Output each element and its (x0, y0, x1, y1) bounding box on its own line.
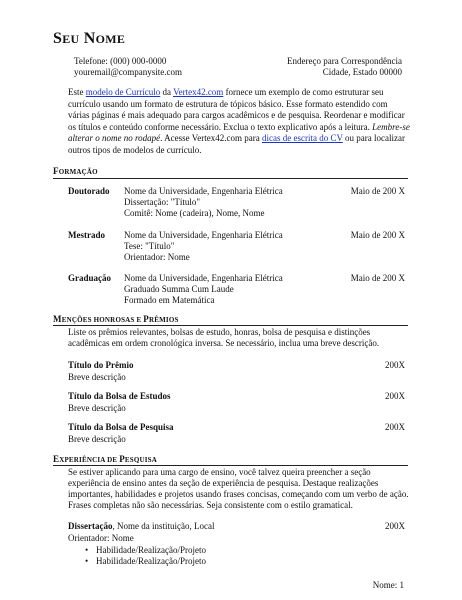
section-title-formacao: FORMAÇÃO (53, 166, 98, 176)
award-title: Título da Bolsa de Pesquisa (68, 422, 174, 432)
degree-details: Nome da Universidade, Engenharia Elétrica Dissertação: "Título" Comitê: Nome (cadeira), Nome, Nome (124, 186, 283, 218)
degree-details: Nome da Universidade, Engenharia Elétrica Tese: "Título" Orientador: Nome (124, 230, 283, 262)
research-bullets (68, 545, 368, 567)
contact-right (287, 56, 402, 78)
award-date: 200X (385, 360, 405, 370)
section-description: Liste os prêmios relevantes, bolsas de estudo, honras, bolsa de pesquisa e distinções acadêmicas em ordem cronológica inversa. Se necessário, inclua uma breve descrição. (68, 327, 380, 348)
degree-details: Nome da Universidade, Engenharia Elétrica Graduado Summa Cum Laude Formado em Matemática (124, 273, 283, 305)
award-date: 200X (385, 391, 405, 401)
section-divider (53, 465, 408, 466)
award-description: Breve descrição (68, 403, 126, 413)
award-title: Título do Prêmio (68, 360, 134, 370)
degree-label: Mestrado (68, 230, 105, 240)
resume-name: SEU NOME (53, 30, 126, 47)
degree-date: Maio de 200 X (350, 186, 405, 196)
list-item: • Habilidade/Realização/Projeto (68, 556, 368, 567)
section-title-mencoes: MENÇÕES HONROSAS E PRÊMIOS (53, 314, 179, 324)
degree-label: Doutorado (68, 186, 110, 196)
list-item: • Habilidade/Realização/Projeto (68, 545, 368, 556)
contact-left (74, 56, 182, 78)
resume-template-link[interactable]: modelo de Currículo (85, 87, 161, 97)
award-title: Título da Bolsa de Estudos (68, 391, 171, 401)
address-line1: Endereço para Correspondência (287, 56, 402, 66)
section-title-pesquisa: EXPERIÊNCIA DE PESQUISA (53, 454, 158, 464)
degree-date: Maio de 200 X (350, 230, 405, 240)
address-line2: Cidade, Estado 00000 (322, 67, 402, 77)
page-footer: Nome: 1 (372, 580, 404, 590)
section-divider (53, 325, 408, 326)
email: youremail@companysite.com (74, 67, 183, 77)
cv-tips-link[interactable]: dicas de escrita do CV (261, 133, 343, 143)
section-divider (53, 178, 408, 179)
research-advisor: Orientador: Nome (68, 533, 134, 543)
research-item-date: 200X (385, 521, 405, 531)
intro-paragraph: Este modelo de Currículo da Vertex42.com fornece um exemplo de como estruturar seu currículo usando um formato de estrutura de tópicos básico. Esse formato estendido com várias páginas é mais adequado para cargos acadêmicos e de pesquisa. Reordenar e modificar os títulos e conteúdo conforme necessário. Exclua o texto explicativo após a leitura. Lembre-se alterar o nome no rodapé. Acesse Vertex42.com para dicas de escrita do CV ou para localizar outros tipos de modelos de currículo. (68, 87, 410, 155)
award-date: 200X (385, 422, 405, 432)
section-description: Se estiver aplicando para uma cargo de ensino, você talvez queira preencher a seção experiência de ensino antes da seção de experiência de pesquisa. Destaque realizações importantes, habilidades e projetos usando frases concisas, começando com um verbo de ação. Frases completas não são necessárias. Seja consistente com o estilo gramatical. (68, 467, 409, 510)
research-item-title: Dissertação, Nome da instituição, Local (68, 521, 215, 531)
degree-date: Maio de 200 X (350, 273, 405, 283)
award-description: Breve descrição (68, 372, 126, 382)
award-description: Breve descrição (68, 434, 126, 444)
degree-label: Graduação (68, 273, 112, 283)
phone: Telefone: (000) 000-0000 (74, 56, 167, 66)
vertex42-link[interactable]: Vertex42.com (173, 87, 224, 97)
